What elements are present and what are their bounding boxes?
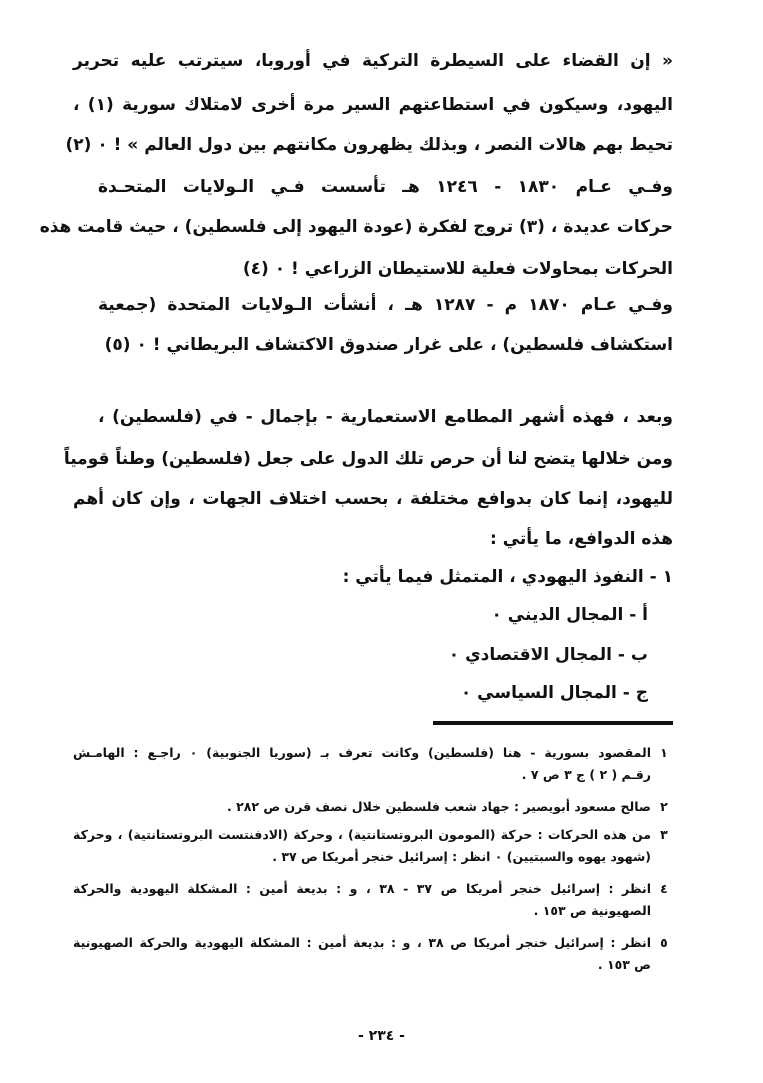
footnote-5: [73, 932, 673, 976]
footnote-number: ١: [660, 745, 668, 760]
paragraph-line: اليهود، وسيكون في استطاعتهم السير مرة أخرى لامتلاك سورية (١) ،: [73, 95, 673, 115]
footnote-text: صالح مسعود أبويصير : جهاد شعب فلسطين خلال نصف قرن ص ٢٨٢ .: [227, 799, 651, 814]
footnote-text: انظر : إسرائيل خنجر أمريكا ص ٣٨ ، و : بديعة أمين : المشكلة اليهودية والحركة الصهيونية: [73, 935, 651, 950]
footnote-text: رقـم ( ٢ ) ج ٣ ص ٧ .: [521, 767, 651, 782]
paragraph-line: الحركات بمحاولات فعلية للاستيطان الزراعي ! ٠ (٤): [242, 259, 673, 279]
paragraph-line: حركات عديدة ، (٣) تروج لفكرة (عودة اليهود إلى فلسطين) ، حيث قامت هذه: [39, 217, 673, 237]
paragraph-line: استكشاف فلسطين) ، على غرار صندوق الاكتشاف البريطاني ! ٠ (٥): [104, 335, 673, 355]
page-number: - ٢٣٤ -: [357, 1028, 405, 1044]
footnote-text: الصهيونية ص ١٥٣ .: [533, 903, 651, 918]
footnote-number: ٤: [660, 881, 668, 896]
list-subitem: أ - المجال الديني ٠: [491, 605, 648, 625]
list-subitem: ج - المجال السياسي ٠: [460, 683, 648, 703]
footnote-text: انظر : إسرائيل خنجر أمريكا ص ٣٧ - ٣٨ ، و : بديعة أمين : المشكلة اليهودية والحركة: [73, 881, 651, 896]
footnote-2: [73, 796, 673, 818]
footnote-3: [73, 824, 673, 868]
footnote-number: ٥: [660, 935, 668, 950]
footnote-number: ٣: [660, 827, 668, 842]
paragraph-line: ومن خلالها يتضح لنا أن حرص تلك الدول على جعل (فلسطين) وطناً قومياً: [63, 449, 673, 469]
footnote-text: (شهود يهوه والسبتيين) ٠ انظر : إسرائيل خنجر أمريكا ص ٣٧ .: [272, 849, 651, 864]
footnote-4: [73, 878, 673, 922]
paragraph-line: وفـي عـام ١٨٣٠ - ١٢٤٦ هـ تأسست فـي الـولايات المتحـدة: [98, 177, 673, 197]
footnote-text: المقصود بسورية - هنا (فلسطين) وكانت تعرف بـ (سوريا الجنوبية) ٠ راجـع : الهامـش: [73, 745, 651, 760]
footnote-separator: [433, 721, 673, 725]
list-subitem: ب - المجال الاقتصادي ٠: [448, 645, 648, 665]
paragraph-line: وفـي عـام ١٨٧٠ م - ١٢٨٧ هـ ، أنشأت الـولايات المتحدة (جمعية: [98, 295, 673, 315]
paragraph-line: لليهود، إنما كان بدوافع مختلفة ، بحسب اختلاف الجهات ، وإن كان أهم: [73, 489, 673, 509]
footnote-text: ص ١٥٣ .: [597, 957, 651, 972]
footnote-text: من هذه الحركات : حركة (المومون البروتستانتية) ، وحركة (الادفنتست البروتستانتية) ، وحركة: [73, 827, 651, 842]
paragraph-line: « إن القضاء على السيطرة التركية في أوروبا، سيترتب عليه تحرير: [73, 51, 673, 71]
footnote-number: ٢: [660, 799, 668, 814]
paragraph-line: تحيط بهم هالات النصر ، وبذلك يظهرون مكانتهم بين دول العالم » ! ٠ (٢): [65, 135, 673, 155]
footnote-1: [73, 742, 673, 786]
list-item: ١ - النفوذ اليهودي ، المتمثل فيما يأتي :: [342, 567, 673, 587]
paragraph-line: هذه الدوافع، ما يأتي :: [490, 529, 673, 549]
paragraph-line: وبعد ، فهذه أشهر المطامع الاستعمارية - بإجمال - في (فلسطين) ،: [98, 407, 673, 427]
